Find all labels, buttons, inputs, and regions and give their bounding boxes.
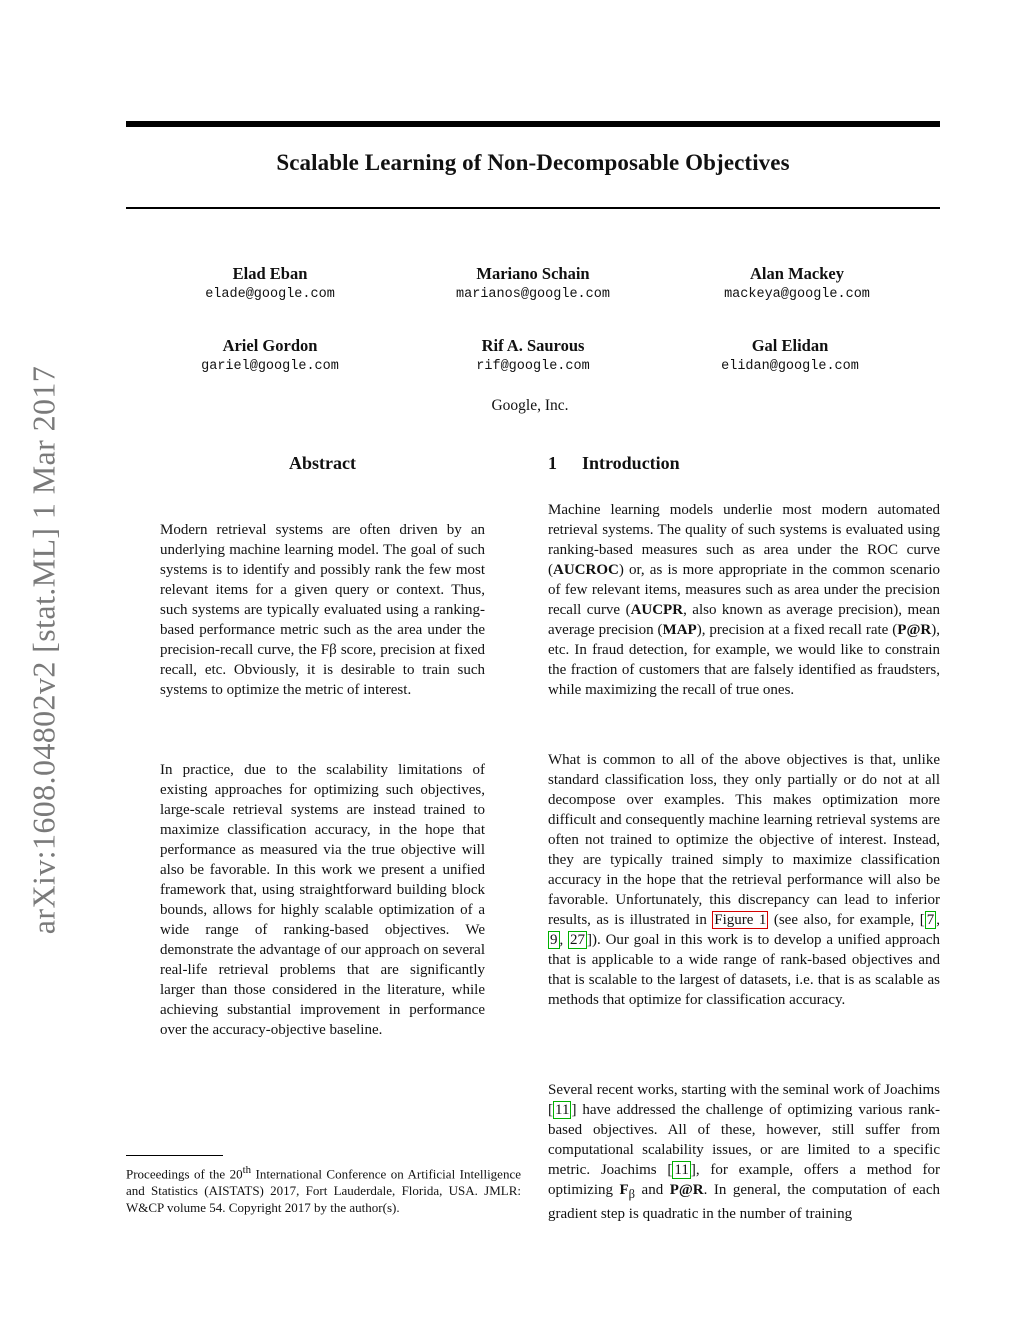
author-name: Ariel Gordon — [222, 336, 318, 355]
author-block — [647, 264, 947, 306]
footnote-rule — [126, 1155, 223, 1156]
author-email: gariel@google.com — [201, 359, 339, 374]
section-number: 1 — [548, 453, 557, 473]
author-name: Alan Mackey — [750, 264, 844, 283]
title-bottom-rule — [126, 207, 940, 209]
author-email: rif@google.com — [476, 359, 590, 374]
citation-link[interactable]: 27 — [570, 932, 586, 948]
citation-link[interactable]: 7 — [926, 912, 935, 928]
abstract-heading: Abstract — [289, 453, 356, 473]
author-block — [120, 336, 420, 378]
intro-paragraph: What is common to all of the above objectives is that, unlike standard classification loss, they only partially or do not at all decompose over examples. This makes optimization more difficult and consequently machine learning retrieval systems are often not trained to optimize the objective of interest. Instead, they are typically trained simply to maximize classification accuracy in the hope that the retrieval performance will also be favorable. Unfortunately, this discrepancy can lead to inferior results, as is illustrated in Figure 1 (see also, for example, [ 7 , 9 , 27 ]). Our goal in this work is to develop a unified approach that is applicable to a wide range of rank-based objectives and that is scalable to the largest of datasets, i.e. that is as scalable as methods that optimize for classification accuracy. — [548, 752, 941, 1008]
section-title: Introduction — [582, 453, 680, 473]
affiliation: Google, Inc. — [491, 397, 569, 414]
footnote: Proceedings of the 20th International Conference on Artificial Intelligence and Statistics (AISTATS) 2017, Fort Lauderdale, Florida, USA. JMLR: W&CP volume 54. Copyright 2017 by the author(s). — [126, 1164, 521, 1216]
citation-link[interactable]: 11 — [555, 1102, 570, 1118]
intro-paragraph: Several recent works, starting with the seminal work of Joachims [ 11 ] have addressed the challenge of optimizing various rank-based objectives. All of these, however, still suffer from computational scalability issues, or are limited to a specific metric. Joachims [ 11 ], for example, offers a method for optimizing $F_\beta$ and P@R. In general, the computation of each gradient step is quadratic in the number of training — [548, 1082, 940, 1222]
citation-link[interactable]: 9 — [550, 932, 558, 948]
author-email: marianos@google.com — [456, 287, 610, 302]
citation-link[interactable]: 11 — [674, 1162, 689, 1178]
author-block — [120, 264, 420, 306]
figure-link[interactable]: Figure 1 — [714, 912, 767, 928]
abstract-paragraph: In practice, due to the scalability limitations of existing approaches for optimizing such objectives, large-scale retrieval systems are instead trained to maximize classification accuracy, in the hope that performance as measured via the true objective will also be favorable. In this work we present a unified framework that, using straightforward building block bounds, allows for highly scalable optimization of a wide range of ranking-based objectives. We demonstrate the advantage of our approach on several real-life retrieval problems that are significantly larger than those considered in the literature, while achieving substantial improvement in performance over the accuracy-objective baseline. — [160, 762, 485, 1038]
arxiv-stamp: arXiv:1608.04802v2 [stat.ML] 1 Mar 2017 — [25, 365, 62, 935]
author-name: Gal Elidan — [751, 336, 829, 355]
author-name: Rif A. Saurous — [481, 336, 585, 355]
abstract-paragraph: Modern retrieval systems are often driven by an underlying machine learning model. The goal of such systems is to identify and possibly rank the few most relevant items for a given query or context. Thus, such systems are typically evaluated using a ranking-based performance metric such as the area under the precision-recall curve, the Fβ score, precision at fixed recall, etc. Obviously, it is desirable to train such systems to optimize the metric of interest. — [160, 522, 485, 698]
author-name: Mariano Schain — [476, 264, 590, 283]
author-block — [640, 336, 940, 378]
author-email: elidan@google.com — [721, 359, 859, 374]
section-heading — [548, 453, 680, 474]
author-name: Elad Eban — [232, 264, 308, 283]
intro-paragraph: Machine learning models underlie most modern automated retrieval systems. The quality of such systems is evaluated using ranking-based measures such as area under the ROC curve (AUCROC) or, as is more appropriate in the common scenario of few relevant items, measures such as area under the precision recall curve (AUCPR, also known as average precision), mean average precision (MAP), precision at a fixed recall rate (P@R), etc. In fraud detection, for example, we would like to constrain the fraction of customers that are falsely identified as fraudsters, while maximizing the recall of true ones. — [548, 502, 940, 698]
author-block — [383, 336, 683, 378]
paper-title: Scalable Learning of Non-Decomposable Objectives — [276, 150, 790, 175]
author-email: mackeya@google.com — [724, 287, 870, 302]
author-email: elade@google.com — [205, 287, 335, 302]
title-top-rule — [126, 121, 940, 127]
author-block — [383, 264, 683, 306]
